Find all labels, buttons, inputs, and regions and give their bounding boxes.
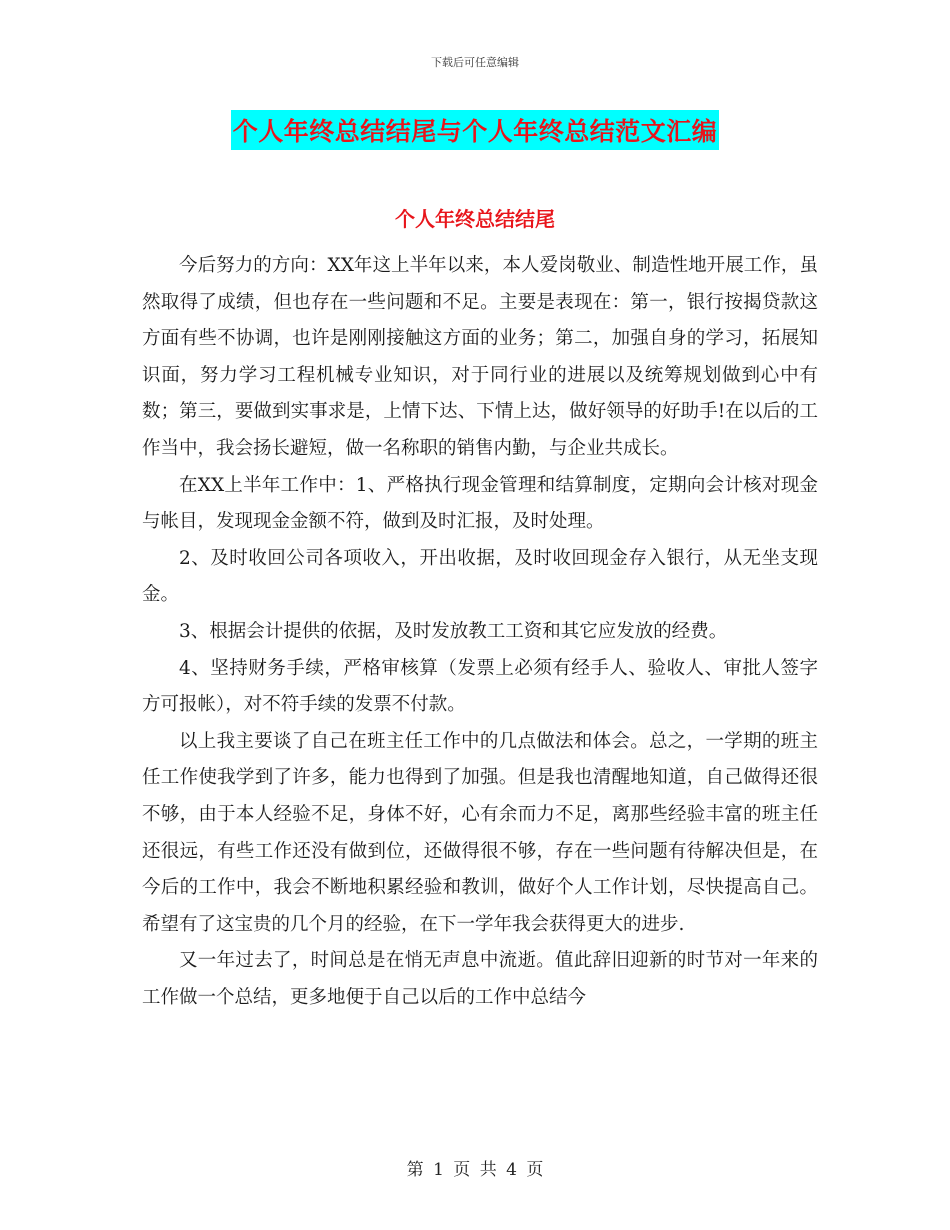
- section-title: 个人年终总结结尾: [395, 207, 555, 231]
- paragraph: 又一年过去了，时间总是在悄无声息中流逝。值此辞旧迎新的时节对一年来的工作做一个总结，更多地便于自己以后的工作中总结今: [142, 950, 818, 1008]
- paragraph: 今后努力的方向：XX年这上半年以来，本人爱岗敬业、制造性地开展工作，虽然取得了成绩，但也存在一些问题和不足。主要是表现在：第一，银行按揭贷款这方面有些不协调，也许是刚刚接触这方面的业务；第二，加强自身的学习，拓展知识面，努力学习工程机械专业知识，对于同行业的进展以及统筹规划做到心中有数；第三，要做到实事求是，上情下达、下情上达，做好领导的好助手!在以后的工作当中，我会扬长避短，做一名称职的销售内勤，与企业共成长。: [142, 255, 818, 459]
- paragraph: 3、根据会计提供的依据，及时发放教工工资和其它应发放的经费。: [179, 620, 728, 642]
- paragraph: 2、及时收回公司各项收入，开出收据，及时收回现金存入银行，从无坐支现金。: [142, 547, 818, 606]
- body-text: [142, 248, 818, 1016]
- main-title-container: [0, 110, 950, 150]
- paragraph: 4、坚持财务手续，严格审核算（发票上必须有经手人、验收人、审批人签字方可报帐），对不符手续的发票不付款。: [142, 657, 818, 716]
- paragraph: 在XX上半年工作中：1、严格执行现金管理和结算制度，定期向会计核对现金与帐目，发现现金金额不符，做到及时汇报，及时处理。: [142, 474, 818, 533]
- paragraph: 以上我主要谈了自己在班主任工作中的几点做法和体会。总之，一学期的班主任工作使我学到了许多，能力也得到了加强。但是我也清醒地知道，自己做得还很不够，由于本人经验不足，身体不好，心有余而力不足，离那些经验丰富的班主任还很远，有些工作还没有做到位，还做得很不够，存在一些问题有待解决但是，在今后的工作中，我会不断地积累经验和教训，做好个人工作计划，尽快提高自己。希望有了这宝贵的几个月的经验，在下一学年我会获得更大的进步.: [142, 730, 818, 935]
- page-indicator: 第 1 页 共 4 页: [406, 1160, 544, 1180]
- header-note: 下载后可任意编辑: [431, 56, 519, 69]
- main-title: 个人年终总结结尾与个人年终总结范文汇编: [231, 110, 720, 150]
